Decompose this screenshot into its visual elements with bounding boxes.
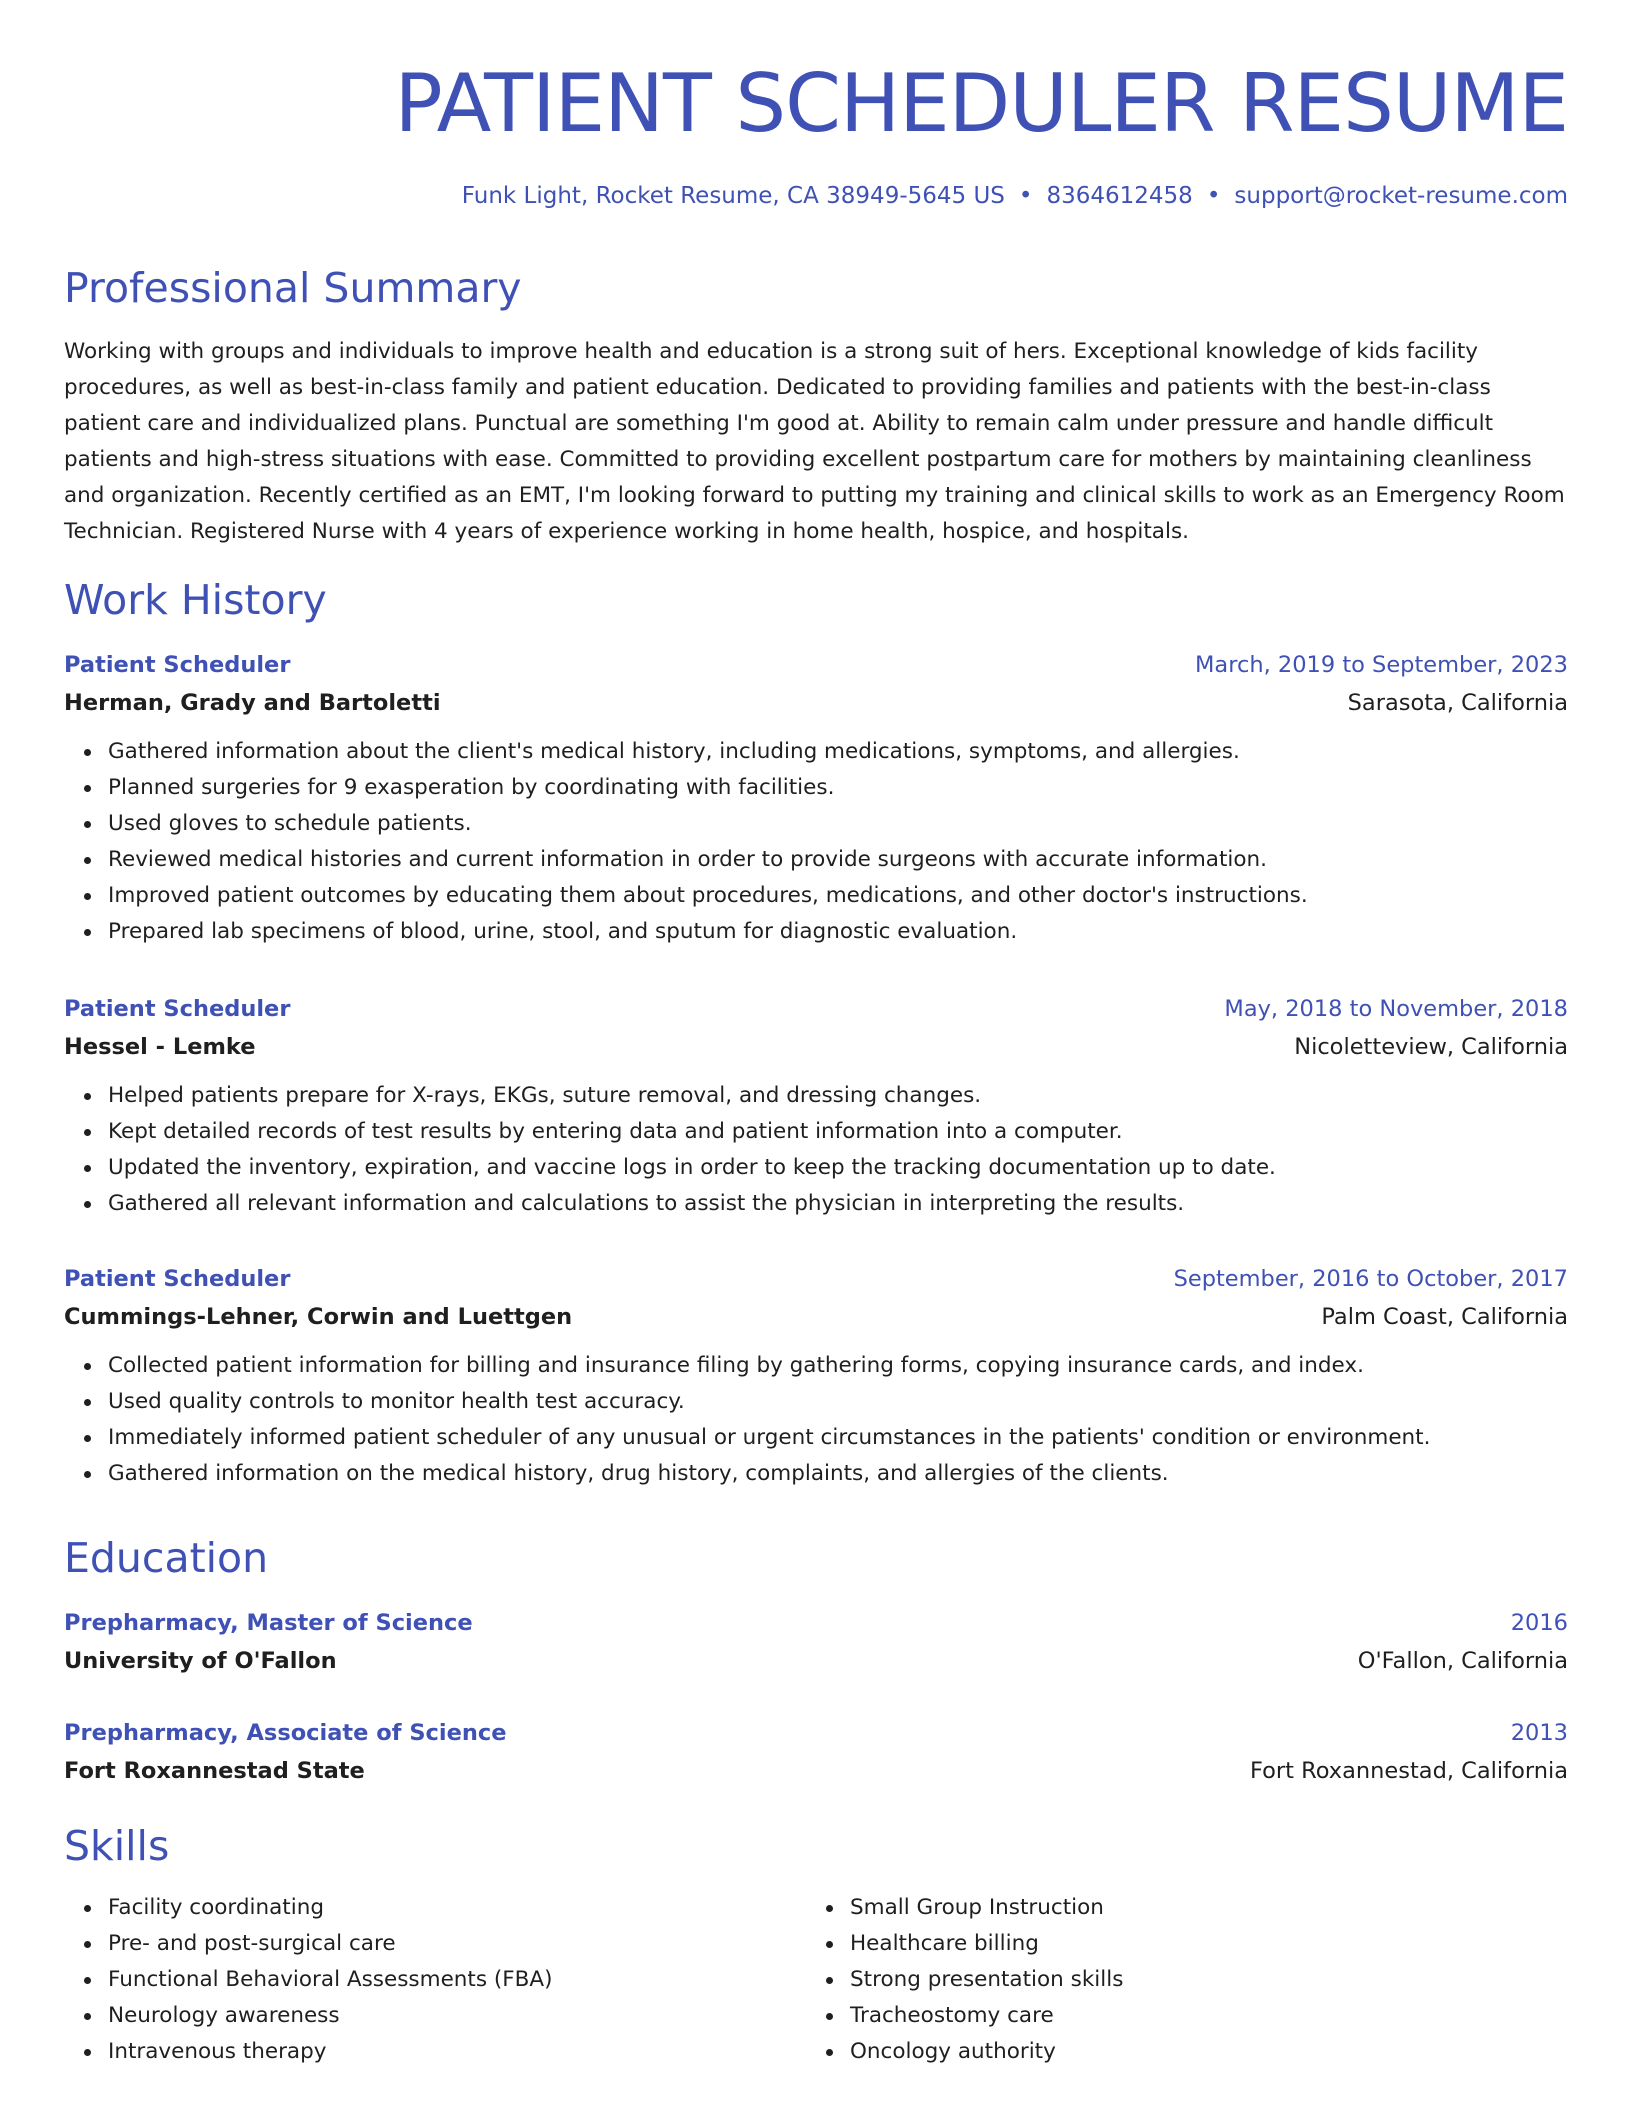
- job-bullet: Updated the inventory, expiration, and vaccine logs in order to keep the tracking documentation up to date.: [108, 1150, 1568, 1186]
- skill-item: Pre- and post-surgical care: [108, 1926, 553, 1962]
- job-location: Nicoletteview, California: [1294, 1034, 1568, 1060]
- contact-separator: •: [1018, 183, 1033, 209]
- job-bullet: Kept detailed records of test results by entering data and patient information into a computer.: [108, 1114, 1568, 1150]
- skill-item: Neurology awareness: [108, 1998, 553, 2034]
- education-header-row: [64, 1714, 1568, 1752]
- job-bullet: Gathered all relevant information and calculations to assist the physician in interpreting the results.: [108, 1186, 1568, 1222]
- skill-item: Oncology authority: [850, 2034, 1123, 2070]
- job-company: Cummings-Lehner, Corwin and Luettgen: [64, 1304, 573, 1330]
- job-bullet: Gathered information about the client's medical history, including medications, symptoms, and allergies.: [108, 734, 1568, 770]
- education-degree: Prepharmacy, Master of Science: [64, 1610, 473, 1636]
- education-school: University of O'Fallon: [64, 1648, 337, 1674]
- job-title: Patient Scheduler: [64, 652, 291, 678]
- skill-item: Functional Behavioral Assessments (FBA): [108, 1962, 553, 1998]
- job-bullet: Improved patient outcomes by educating them about procedures, medications, and other doctor's instructions.: [108, 878, 1568, 914]
- job-bullet: Gathered information on the medical history, drug history, complaints, and allergies of the clients.: [108, 1456, 1568, 1492]
- job-entry: [64, 1260, 1568, 1492]
- job-bullet: Collected patient information for billing and insurance filing by gathering forms, copying insurance cards, and index.: [108, 1348, 1568, 1384]
- job-company: Hessel - Lemke: [64, 1034, 256, 1060]
- job-company-row: [64, 1298, 1568, 1336]
- job-company: Herman, Grady and Bartoletti: [64, 690, 441, 716]
- skills-column-left: [64, 1890, 553, 2070]
- job-header-row: [64, 990, 1568, 1028]
- job-location: Sarasota, California: [1347, 690, 1568, 716]
- skill-item: Small Group Instruction: [850, 1890, 1123, 1926]
- job-dates: May, 2018 to November, 2018: [1224, 996, 1568, 1022]
- job-bullet: Used gloves to schedule patients.: [108, 806, 1568, 842]
- education-header-row: [64, 1604, 1568, 1642]
- education-year: 2016: [1510, 1610, 1568, 1636]
- job-bullet: Immediately informed patient scheduler of any unusual or urgent circumstances in the patients' condition or environment.: [108, 1420, 1568, 1456]
- resume-title: PATIENT SCHEDULER RESUME: [394, 57, 1568, 150]
- skill-item: Healthcare billing: [850, 1926, 1123, 1962]
- education-entry: [64, 1604, 1568, 1680]
- education-school-row: [64, 1642, 1568, 1680]
- job-bullets: [64, 1348, 1568, 1492]
- job-header-row: [64, 1260, 1568, 1298]
- job-dates: September, 2016 to October, 2017: [1173, 1266, 1568, 1292]
- job-bullets: [64, 1078, 1568, 1222]
- skill-item: Facility coordinating: [108, 1890, 553, 1926]
- summary-text: Working with groups and individuals to improve health and education is a strong suit of hers. Exceptional knowledge of kids facility procedures, as well as best-in-class family and patient education. Dedicated to providing families and patients with the best-in-class patient care and individualized plans. Punctual are something I'm good at. Ability to remain calm under pressure and handle difficult patients and high-stress situations with ease. Committed to providing excellent postpartum care for mothers by maintaining cleanliness and organization. Recently certified as an EMT, I'm looking forward to putting my training and clinical skills to work as an Emergency Room Technician. Registered Nurse with 4 years of experience working in home health, hospice, and hospitals.: [64, 339, 1565, 544]
- job-title: Patient Scheduler: [64, 1266, 291, 1292]
- skill-item: Strong presentation skills: [850, 1962, 1123, 1998]
- contact-line: [462, 180, 1568, 212]
- job-title: Patient Scheduler: [64, 996, 291, 1022]
- education-degree: Prepharmacy, Associate of Science: [64, 1720, 507, 1746]
- education-entry: [64, 1714, 1568, 1790]
- education-school: Fort Roxannestad State: [64, 1758, 365, 1784]
- resume-page: [64, 0, 1568, 2112]
- skill-item: Tracheostomy care: [850, 1998, 1123, 2034]
- contact-phone: 8364612458: [1046, 183, 1193, 209]
- job-header-row: [64, 646, 1568, 684]
- education-school-row: [64, 1752, 1568, 1790]
- section-heading-summary: Professional Summary: [64, 264, 522, 312]
- job-bullets: [64, 734, 1568, 950]
- contact-email: support@rocket-resume.com: [1234, 183, 1568, 209]
- job-location: Palm Coast, California: [1321, 1304, 1568, 1330]
- job-entry: [64, 646, 1568, 950]
- job-bullet: Prepared lab specimens of blood, urine, stool, and sputum for diagnostic evaluation.: [108, 914, 1568, 950]
- job-bullet: Used quality controls to monitor health test accuracy.: [108, 1384, 1568, 1420]
- job-dates: March, 2019 to September, 2023: [1195, 652, 1568, 678]
- job-bullet: Helped patients prepare for X-rays, EKGs, suture removal, and dressing changes.: [108, 1078, 1568, 1114]
- section-heading-work-history: Work History: [64, 576, 327, 624]
- job-bullet: Planned surgeries for 9 exasperation by coordinating with facilities.: [108, 770, 1568, 806]
- section-heading-skills: Skills: [64, 1822, 170, 1870]
- job-entry: [64, 990, 1568, 1222]
- skill-item: Intravenous therapy: [108, 2034, 553, 2070]
- education-year: 2013: [1510, 1720, 1568, 1746]
- education-location: Fort Roxannestad, California: [1249, 1758, 1568, 1784]
- job-company-row: [64, 1028, 1568, 1066]
- education-location: O'Fallon, California: [1357, 1648, 1568, 1674]
- job-bullet: Reviewed medical histories and current information in order to provide surgeons with accurate information.: [108, 842, 1568, 878]
- skills-column-right: [806, 1890, 1123, 2070]
- job-company-row: [64, 684, 1568, 722]
- contact-separator: •: [1206, 183, 1221, 209]
- contact-address: Funk Light, Rocket Resume, CA 38949-5645 US: [461, 183, 1005, 209]
- section-heading-education: Education: [64, 1534, 269, 1582]
